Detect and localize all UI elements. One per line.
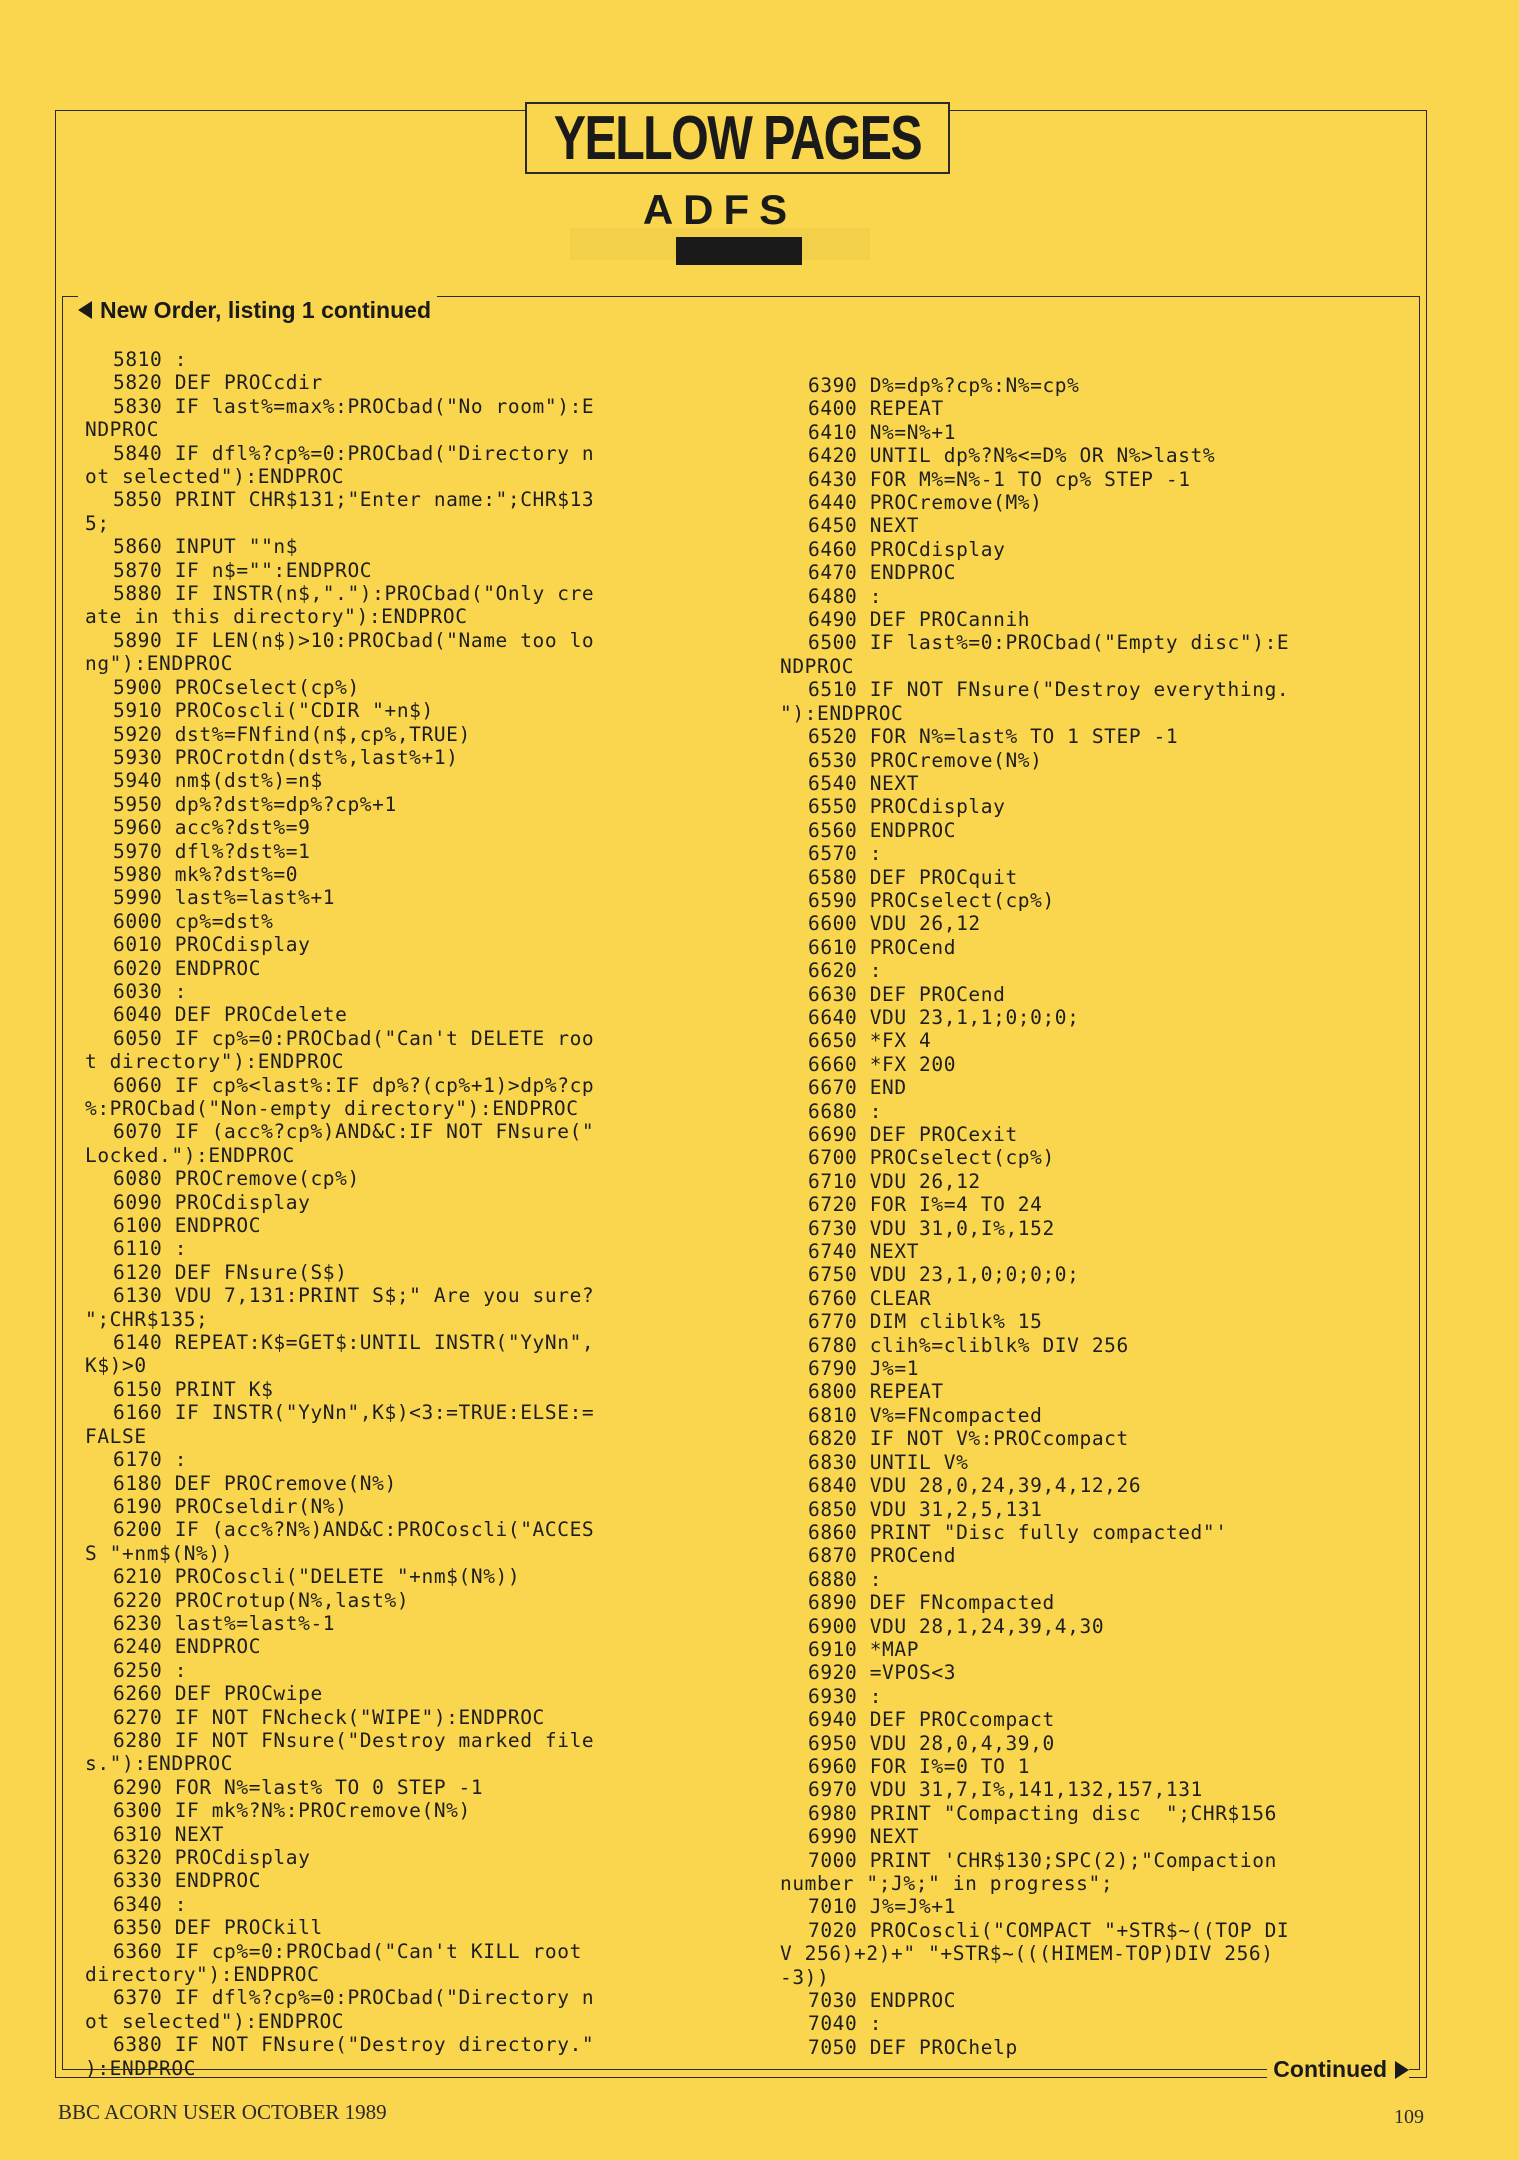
code-line: 6110 : — [113, 1237, 188, 1261]
code-line: 5810 : — [113, 348, 188, 371]
code-line: 6740 NEXT — [808, 1240, 920, 1264]
code-line: 6290 FOR N%=last% TO 0 STEP -1 — [113, 1775, 484, 1799]
code-line: 6130 VDU 7,131:PRINT S$;" Are you sure? — [113, 1284, 595, 1308]
code-line: 6920 =VPOS<3 — [808, 1661, 957, 1685]
code-line: 6960 FOR I%=0 TO 1 — [808, 1754, 1031, 1778]
code-line: 6720 FOR I%=4 TO 24 — [808, 1193, 1043, 1217]
code-line: 6230 last%=last%-1 — [113, 1611, 336, 1635]
code-line: 6000 cp%=dst% — [113, 909, 274, 933]
code-line: 6800 REPEAT — [808, 1380, 944, 1404]
code-line: 6320 PROCdisplay — [113, 1846, 311, 1869]
code-line: 6850 VDU 31,2,5,131 — [808, 1497, 1043, 1521]
code-line: s."):ENDPROC — [85, 1752, 234, 1776]
code-line: 6980 PRINT "Compacting disc ";CHR$156 — [808, 1801, 1277, 1825]
code-line: 6090 PROCdisplay — [113, 1190, 311, 1214]
code-line: 6780 clih%=cliblk% DIV 256 — [808, 1333, 1129, 1357]
code-line: 6120 DEF FNsure(S$) — [113, 1260, 348, 1284]
code-line: 6550 PROCdisplay — [808, 795, 1006, 819]
code-line: 6570 : — [808, 842, 883, 866]
code-line: 6480 : — [808, 584, 883, 608]
code-line: 6180 DEF PROCremove(N%) — [113, 1471, 397, 1495]
code-line: "):ENDPROC — [780, 701, 904, 725]
code-line: 6690 DEF PROCexit — [808, 1123, 1018, 1146]
code-line: 6860 PRINT "Disc fully compacted"' — [808, 1520, 1228, 1544]
code-line: 6650 *FX 4 — [808, 1029, 932, 1053]
masthead-title: YELLOW PAGES — [553, 103, 922, 173]
code-line: ):ENDPROC — [85, 2056, 197, 2080]
code-line: S "+nm$(N%)) — [85, 1541, 234, 1565]
code-line: 6150 PRINT K$ — [113, 1377, 274, 1401]
code-line: 6820 IF NOT V%:PROCcompact — [808, 1427, 1129, 1451]
code-line: 6750 VDU 23,1,0;0;0;0; — [808, 1263, 1080, 1287]
code-line: 6560 ENDPROC — [808, 818, 957, 842]
code-line: 6950 VDU 28,0,4,39,0 — [808, 1731, 1055, 1755]
code-line: 6620 : — [808, 959, 883, 983]
code-line: 7010 J%=J%+1 — [808, 1895, 957, 1919]
code-line: 7030 ENDPROC — [808, 1989, 957, 2013]
publication-footer: BBC ACORN USER OCTOBER 1989 — [58, 2100, 387, 2124]
code-line: 7020 PROCoscli("COMPACT "+STR$~((TOP DI — [808, 1918, 1290, 1942]
code-line: -3)) — [780, 1965, 830, 1989]
listing-title: New Order, listing 1 continued — [100, 296, 431, 323]
code-line: 6070 IF (acc%?cp%)AND&C:IF NOT FNsure(" — [113, 1120, 595, 1144]
code-line: 6970 VDU 31,7,I%,141,132,157,131 — [808, 1778, 1203, 1802]
code-line: ate in this directory"):ENDPROC — [85, 605, 468, 629]
code-line: 6420 UNTIL dp%?N%<=D% OR N%>last% — [808, 444, 1216, 468]
section-bar — [676, 237, 802, 265]
code-line: 5870 IF n$="":ENDPROC — [113, 558, 373, 582]
code-line: 6490 DEF PROCannih — [808, 608, 1031, 632]
code-line: 6930 : — [808, 1684, 883, 1708]
code-line: 7040 : — [808, 2012, 883, 2036]
code-line: 6830 UNTIL V% — [808, 1450, 969, 1474]
code-line: K$)>0 — [85, 1354, 147, 1378]
code-line: V 256)+2)+" "+STR$~(((HIMEM-TOP)DIV 256) — [780, 1942, 1274, 1966]
code-line: 6380 IF NOT FNsure("Destroy directory." — [113, 2033, 595, 2057]
code-line: Locked."):ENDPROC — [85, 1143, 295, 1167]
code-line: 6200 IF (acc%?N%)AND&C:PROCoscli("ACCES — [113, 1518, 595, 1542]
code-line: 6270 IF NOT FNcheck("WIPE"):ENDPROC — [113, 1705, 545, 1729]
code-line: 6350 DEF PROCkill — [113, 1916, 323, 1940]
code-line: 6390 D%=dp%?cp%:N%=cp% — [808, 374, 1080, 397]
code-line: 5950 dp%?dst%=dp%?cp%+1 — [113, 792, 397, 816]
code-line: 6840 VDU 28,0,24,39,4,12,26 — [808, 1474, 1142, 1498]
code-line: 5930 PROCrotdn(dst%,last%+1) — [113, 745, 459, 769]
code-line: NDPROC — [780, 654, 855, 678]
code-line: ot selected"):ENDPROC — [85, 2009, 345, 2033]
code-line: 5900 PROCselect(cp%) — [113, 675, 360, 699]
code-line: ot selected"):ENDPROC — [85, 465, 345, 489]
code-line: 5940 nm$(dst%)=n$ — [113, 769, 323, 793]
code-line: 5980 mk%?dst%=0 — [113, 862, 299, 886]
code-line: 6630 DEF PROCend — [808, 982, 1006, 1006]
code-line: 6160 IF INSTR("YyNn",K$)<3:=TRUE:ELSE:= — [113, 1401, 595, 1425]
code-line: 6010 PROCdisplay — [113, 933, 311, 957]
code-line: 6810 V%=FNcompacted — [808, 1403, 1043, 1427]
code-line: 6400 REPEAT — [808, 397, 944, 421]
code-line: 6660 *FX 200 — [808, 1052, 957, 1076]
code-line: 6300 IF mk%?N%:PROCremove(N%) — [113, 1799, 471, 1823]
code-line: 5820 DEF PROCcdir — [113, 371, 323, 395]
code-line: 5840 IF dfl%?cp%=0:PROCbad("Directory n — [113, 441, 595, 465]
code-line: 6370 IF dfl%?cp%=0:PROCbad("Directory n — [113, 1986, 595, 2010]
code-line: 6050 IF cp%=0:PROCbad("Can't DELETE roo — [113, 1026, 595, 1050]
code-line: 5890 IF LEN(n$)>10:PROCbad("Name too lo — [113, 628, 595, 652]
code-line: 6450 NEXT — [808, 514, 920, 538]
code-line: 6990 NEXT — [808, 1825, 920, 1849]
code-line: 6470 ENDPROC — [808, 561, 957, 585]
code-line: ";CHR$135; — [85, 1307, 209, 1331]
code-line: 5920 dst%=FNfind(n$,cp%,TRUE) — [113, 722, 471, 746]
code-line: 6260 DEF PROCwipe — [113, 1682, 323, 1706]
code-line: 6790 J%=1 — [808, 1357, 920, 1381]
code-line: FALSE — [85, 1424, 147, 1448]
code-line: 6710 VDU 26,12 — [808, 1169, 981, 1193]
code-line: 5960 acc%?dst%=9 — [113, 816, 311, 840]
code-line: ng"):ENDPROC — [85, 652, 234, 676]
code-line: 6440 PROCremove(M%) — [808, 491, 1043, 515]
code-line: 6590 PROCselect(cp%) — [808, 888, 1055, 912]
code-line: 6510 IF NOT FNsure("Destroy everything. — [808, 678, 1290, 702]
code-line: 6330 ENDPROC — [113, 1869, 262, 1893]
code-line: 6520 FOR N%=last% TO 1 STEP -1 — [808, 725, 1179, 749]
code-line: 6910 *MAP — [808, 1637, 920, 1661]
code-column-left — [85, 348, 693, 2080]
code-line: 6900 VDU 28,1,24,39,4,30 — [808, 1614, 1105, 1638]
code-line: 6540 NEXT — [808, 771, 920, 795]
code-line: 6410 N%=N%+1 — [808, 420, 957, 444]
code-line: 6530 PROCremove(N%) — [808, 748, 1043, 772]
code-line: 5; — [85, 511, 110, 535]
continued-marker — [1267, 2056, 1409, 2083]
code-line: 6460 PROCdisplay — [808, 537, 1006, 561]
code-line: 6770 DIM cliblk% 15 — [808, 1310, 1043, 1334]
code-line: 6310 NEXT — [113, 1822, 225, 1846]
code-line: 6890 DEF FNcompacted — [808, 1591, 1055, 1615]
code-line: 6730 VDU 31,0,I%,152 — [808, 1216, 1055, 1240]
code-line: 6760 CLEAR — [808, 1286, 932, 1310]
code-line: 6140 REPEAT:K$=GET$:UNTIL INSTR("YyNn", — [113, 1331, 595, 1355]
code-line: 6700 PROCselect(cp%) — [808, 1146, 1055, 1170]
code-line: 5970 dfl%?dst%=1 — [113, 839, 311, 863]
code-line: number ";J%;" in progress"; — [780, 1872, 1114, 1895]
code-line: 6680 : — [808, 1099, 883, 1123]
code-line: 6020 ENDPROC — [113, 956, 262, 980]
code-line: 6580 DEF PROCquit — [808, 865, 1018, 889]
code-line: 5850 PRINT CHR$131;"Enter name:";CHR$13 — [113, 488, 595, 512]
code-line: 6060 IF cp%<last%:IF dp%?(cp%+1)>dp%?cp — [113, 1073, 595, 1097]
code-line: 6240 ENDPROC — [113, 1635, 262, 1659]
arrow-left-icon — [78, 301, 92, 319]
code-line: 6880 : — [808, 1567, 883, 1591]
code-line: 6600 VDU 26,12 — [808, 912, 981, 936]
listing-header — [78, 296, 437, 324]
code-line: NDPROC — [85, 418, 160, 442]
masthead — [525, 102, 950, 174]
code-column-right — [780, 374, 1388, 2059]
code-line: 6280 IF NOT FNsure("Destroy marked file — [113, 1728, 595, 1752]
code-line: 5860 INPUT ""n$ — [113, 535, 299, 559]
code-line: 6220 PROCrotup(N%,last%) — [113, 1588, 410, 1612]
code-line: 5880 IF INSTR(n$,"."):PROCbad("Only cre — [113, 582, 595, 606]
code-line: %:PROCbad("Non-empty directory"):ENDPROC — [85, 1097, 579, 1120]
code-line: 6430 FOR M%=N%-1 TO cp% STEP -1 — [808, 467, 1191, 491]
code-line: 6100 ENDPROC — [113, 1214, 262, 1238]
code-line: 6870 PROCend — [808, 1544, 957, 1568]
code-line: 5990 last%=last%+1 — [113, 886, 336, 910]
code-line: 6030 : — [113, 979, 188, 1003]
code-line: 5830 IF last%=max%:PROCbad("No room"):E — [113, 394, 595, 418]
code-line: 6250 : — [113, 1658, 188, 1682]
code-line: 6940 DEF PROCcompact — [808, 1708, 1055, 1732]
code-line: 6040 DEF PROCdelete — [113, 1003, 348, 1027]
continued-label: Continued — [1273, 2056, 1387, 2082]
code-line: 6190 PROCseldir(N%) — [113, 1494, 348, 1518]
code-line: 6640 VDU 23,1,1;0;0;0; — [808, 1005, 1080, 1029]
code-line: 7050 DEF PROChelp — [808, 2035, 1018, 2059]
code-line: 6340 : — [113, 1892, 188, 1916]
code-line: 6080 PROCremove(cp%) — [113, 1167, 360, 1191]
code-line: 6610 PROCend — [808, 935, 957, 959]
code-line: 5910 PROCoscli("CDIR "+n$) — [113, 699, 434, 723]
code-line: 7000 PRINT 'CHR$130;SPC(2);"Compaction — [808, 1848, 1277, 1872]
arrow-right-icon — [1395, 2061, 1409, 2079]
code-line: 6670 END — [808, 1076, 907, 1100]
code-line: 6360 IF cp%=0:PROCbad("Can't KILL root — [113, 1939, 582, 1963]
code-line: 6500 IF last%=0:PROCbad("Empty disc"):E — [808, 631, 1290, 655]
section-name: ADFS — [642, 186, 798, 233]
page-number: 109 — [1394, 2106, 1424, 2128]
code-line: directory"):ENDPROC — [85, 1963, 320, 1987]
code-line: 6170 : — [113, 1448, 188, 1472]
code-line: t directory"):ENDPROC — [85, 1050, 345, 1074]
code-line: 6210 PROCoscli("DELETE "+nm$(N%)) — [113, 1565, 521, 1589]
